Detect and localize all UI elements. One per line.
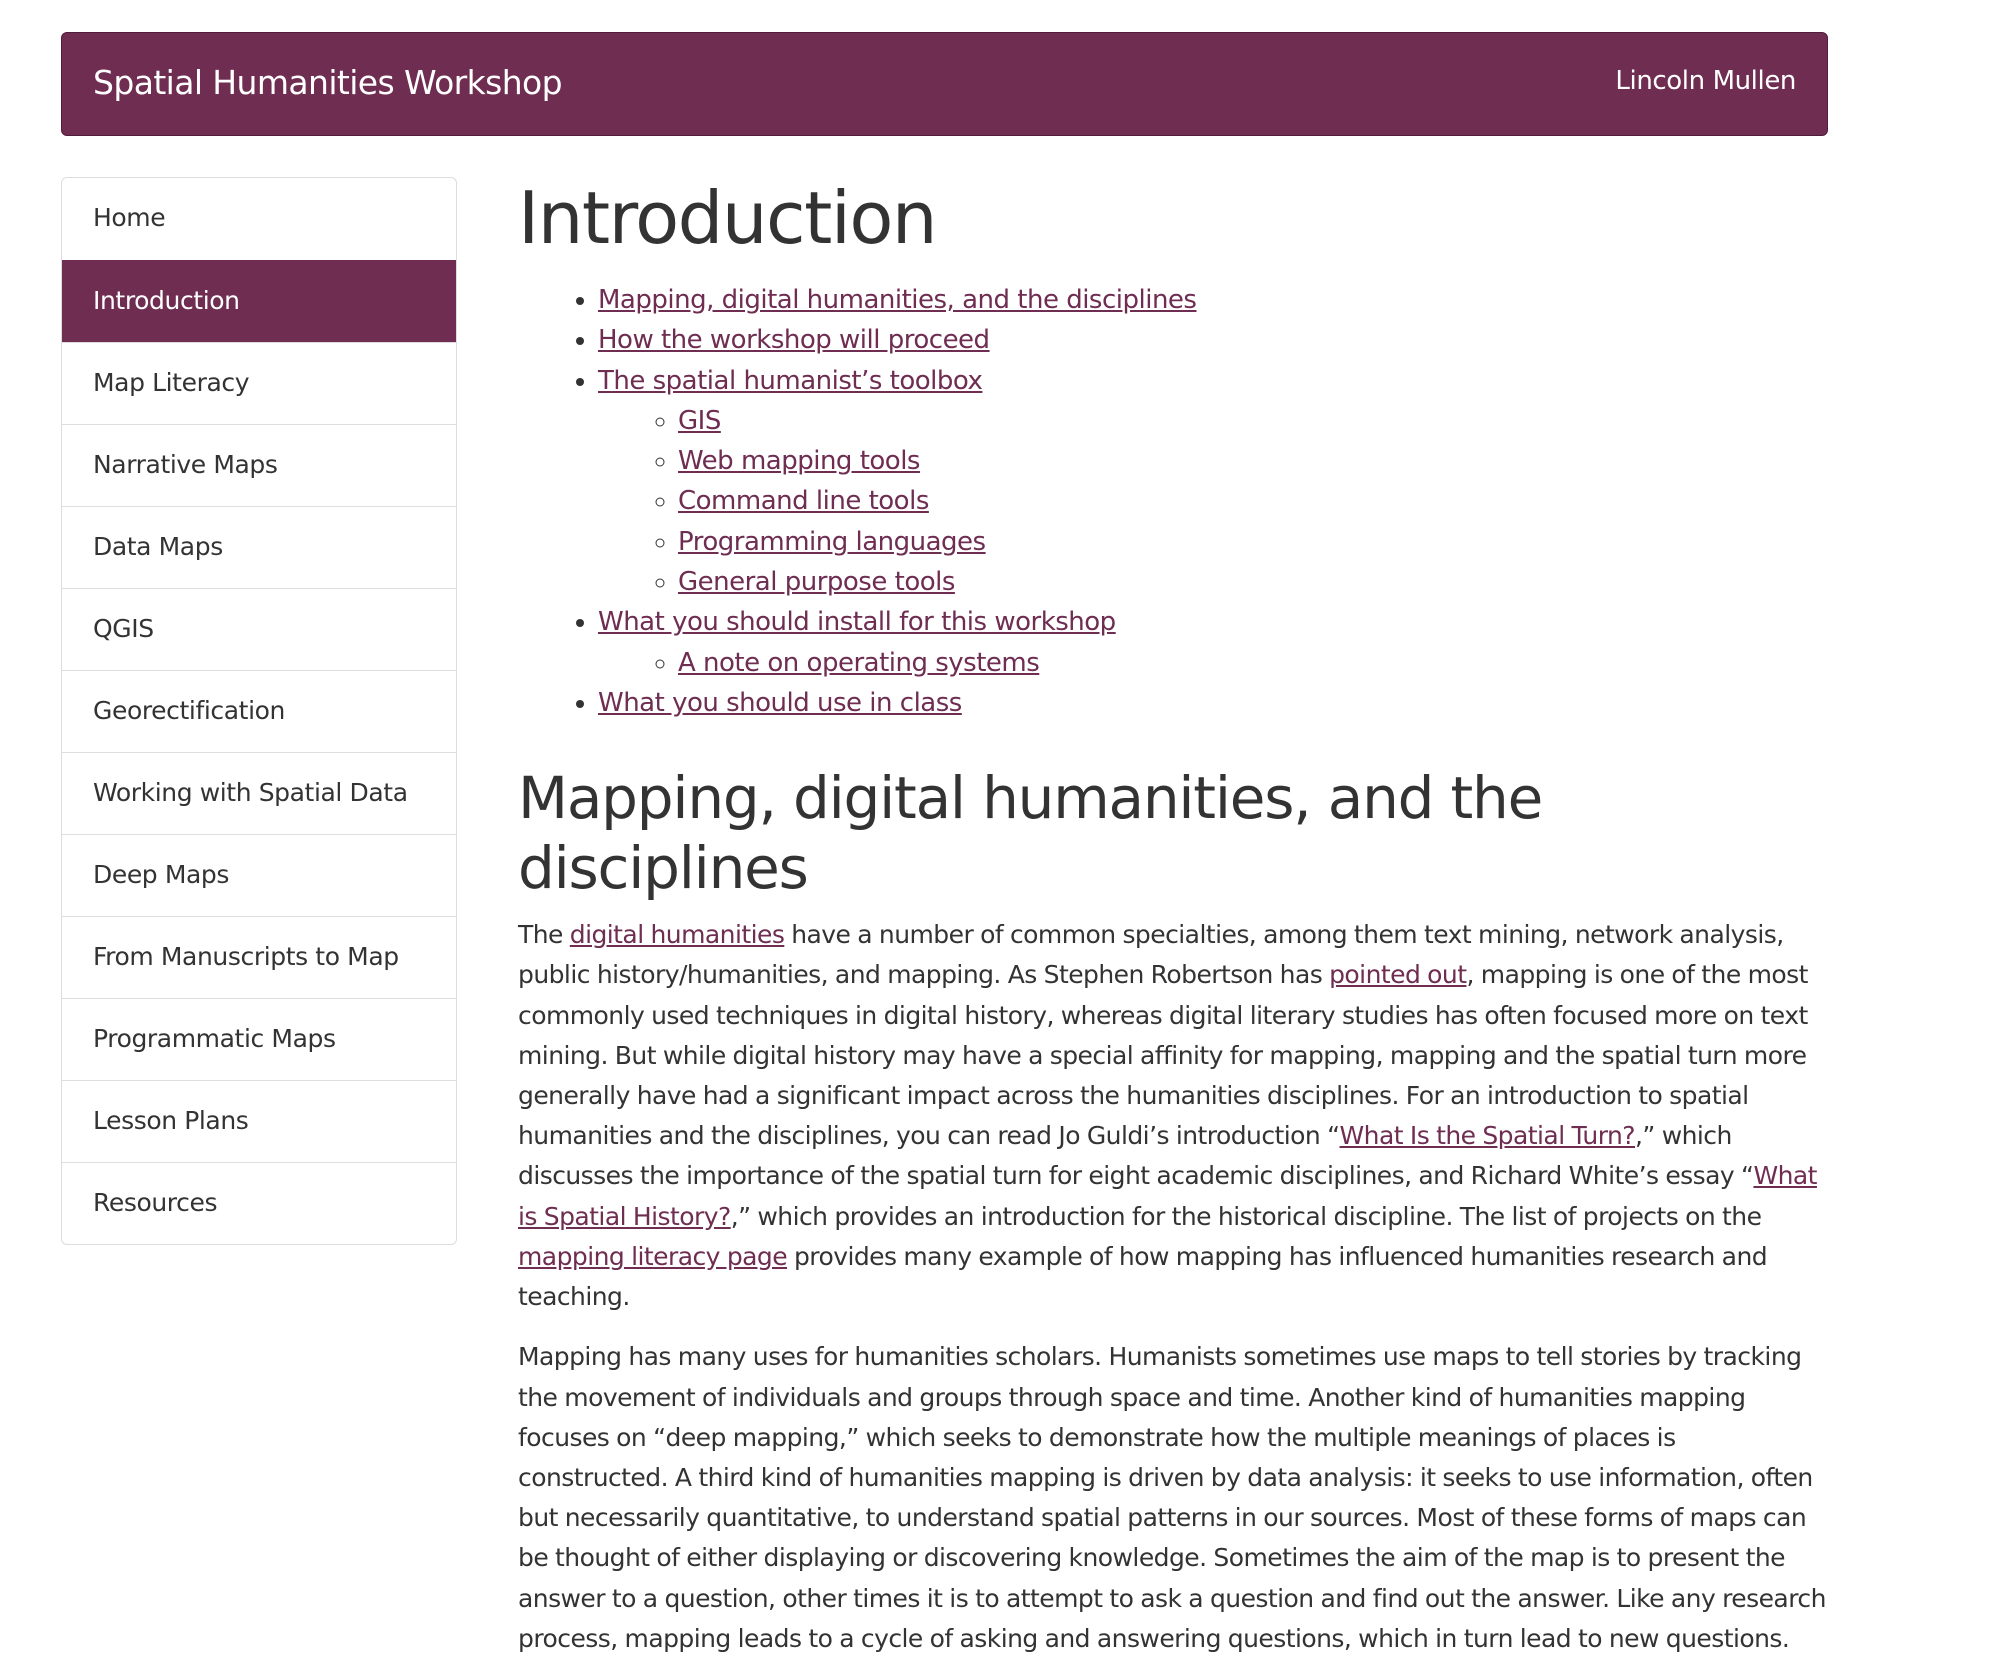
text: ,” which discusses the importance of the spatial turn for eight academic disciplines, and Richard White’s essay “ [518, 1121, 1754, 1191]
toc-item [598, 361, 1830, 603]
sidebar-item-deep-maps[interactable]: Deep Maps [62, 834, 456, 916]
top-navbar [61, 32, 1828, 136]
mapping-literacy-link[interactable]: mapping literacy page [518, 1241, 788, 1271]
site-brand-link[interactable]: Spatial Humanities Workshop [93, 63, 562, 102]
toc-link[interactable]: What you should install for this workshop [598, 607, 1116, 638]
text: have a number of common specialties, among them text mining, network analysis, public history/humanities, and mapping. As Stephen Robertson has [518, 920, 1784, 990]
toc-link[interactable]: Web mapping tools [678, 446, 920, 477]
main-content [518, 170, 1830, 1679]
sidebar-item-lesson-plans[interactable]: Lesson Plans [62, 1080, 456, 1162]
table-of-contents [518, 280, 1830, 723]
page-title: Introduction [518, 176, 937, 260]
toc-link[interactable]: GIS [678, 405, 721, 436]
sidebar-item-manuscripts[interactable]: From Manuscripts to Map [62, 916, 456, 998]
text: The [518, 920, 570, 950]
pointed-out-link[interactable]: pointed out [1329, 960, 1467, 990]
toc-link[interactable]: The spatial humanist’s toolbox [598, 365, 983, 396]
spatial-history-link[interactable]: What is Spatial History? [518, 1161, 1817, 1231]
toc-link[interactable]: General purpose tools [678, 567, 955, 598]
toc-link[interactable]: How the workshop will proceed [598, 325, 990, 356]
toc-item [598, 280, 1830, 320]
sidebar-item-home[interactable]: Home [93, 203, 166, 232]
text: , mapping is one of the most commonly used techniques in digital history, whereas digital literary studies has often focused more on text mining. But while digital history may have a special affinity for mapping, mapping and the spatial turn more generally have had a significant impact across the humanities disciplines. For an introduction to spatial humanities and the disciplines, you can read Jo Guldi’s introduction “ [518, 960, 1808, 1151]
toc-item [598, 320, 1830, 360]
toc-subitem [678, 522, 1830, 562]
sidebar-item-georectification[interactable]: Georectification [62, 670, 456, 752]
toc-subitem [678, 441, 1830, 481]
toc-subitem [678, 481, 1830, 521]
sidebar-item-spatial-data[interactable]: Working with Spatial Data [62, 752, 456, 834]
sidebar-item-data-maps[interactable]: Data Maps [62, 506, 456, 588]
digital-humanities-link[interactable]: digital humanities [569, 920, 785, 950]
toc-item [598, 602, 1830, 683]
paragraph-2: Mapping has many uses for humanities scholars. Humanists sometimes use maps to tell stories by tracking the movement of individuals and groups through space and time. Another kind of humanities mapping focuses on “deep mapping,” which seeks to demonstrate how the multiple meanings of places is constructed. A third kind of humanities mapping is driven by data analysis: it seeks to use information, often but necessarily quantitative, to understand spatial patterns in our sources. Most of these forms of maps can be thought of either displaying or discovering knowledge. Sometimes the aim of the map is to present the answer to a question, other times it is to attempt to ask a question and find out the answer. Like any research process, mapping leads to a cycle of asking and answering questions, which in turn lead to new questions. [518, 1342, 1826, 1653]
sidebar-nav [61, 177, 457, 1245]
author-link[interactable]: Lincoln Mullen [1615, 66, 1796, 96]
sidebar-item-programmatic-maps[interactable]: Programmatic Maps [62, 998, 456, 1080]
toc-item [598, 683, 1830, 723]
toc-subitem [678, 643, 1830, 683]
toc-link[interactable]: Command line tools [678, 486, 929, 517]
toc-link[interactable]: What you should use in class [598, 687, 962, 718]
paragraph-1 [518, 915, 1830, 1317]
toc-subitem [678, 562, 1830, 602]
sidebar-item-introduction[interactable]: Introduction [62, 260, 456, 342]
text: ,” which provides an introduction for the historical discipline. The list of projects on the [730, 1201, 1762, 1231]
sidebar-item-narrative-maps[interactable]: Narrative Maps [62, 424, 456, 506]
text: provides many example of how mapping has influenced humanities research and teaching. [518, 1241, 1768, 1312]
toc-subitem [678, 401, 1830, 441]
toc-link[interactable]: Programming languages [678, 526, 986, 557]
sidebar-item-map-literacy[interactable]: Map Literacy [62, 342, 456, 424]
spatial-turn-link[interactable]: What Is the Spatial Turn? [1339, 1121, 1636, 1151]
sidebar-item-qgis[interactable]: QGIS [62, 588, 456, 670]
section-heading: Mapping, digital humanities, and the disciplines [518, 764, 1543, 903]
toc-link[interactable]: Mapping, digital humanities, and the disciplines [598, 285, 1197, 315]
sidebar-item-resources[interactable]: Resources [62, 1162, 456, 1244]
toc-link[interactable]: A note on operating systems [678, 647, 1040, 678]
